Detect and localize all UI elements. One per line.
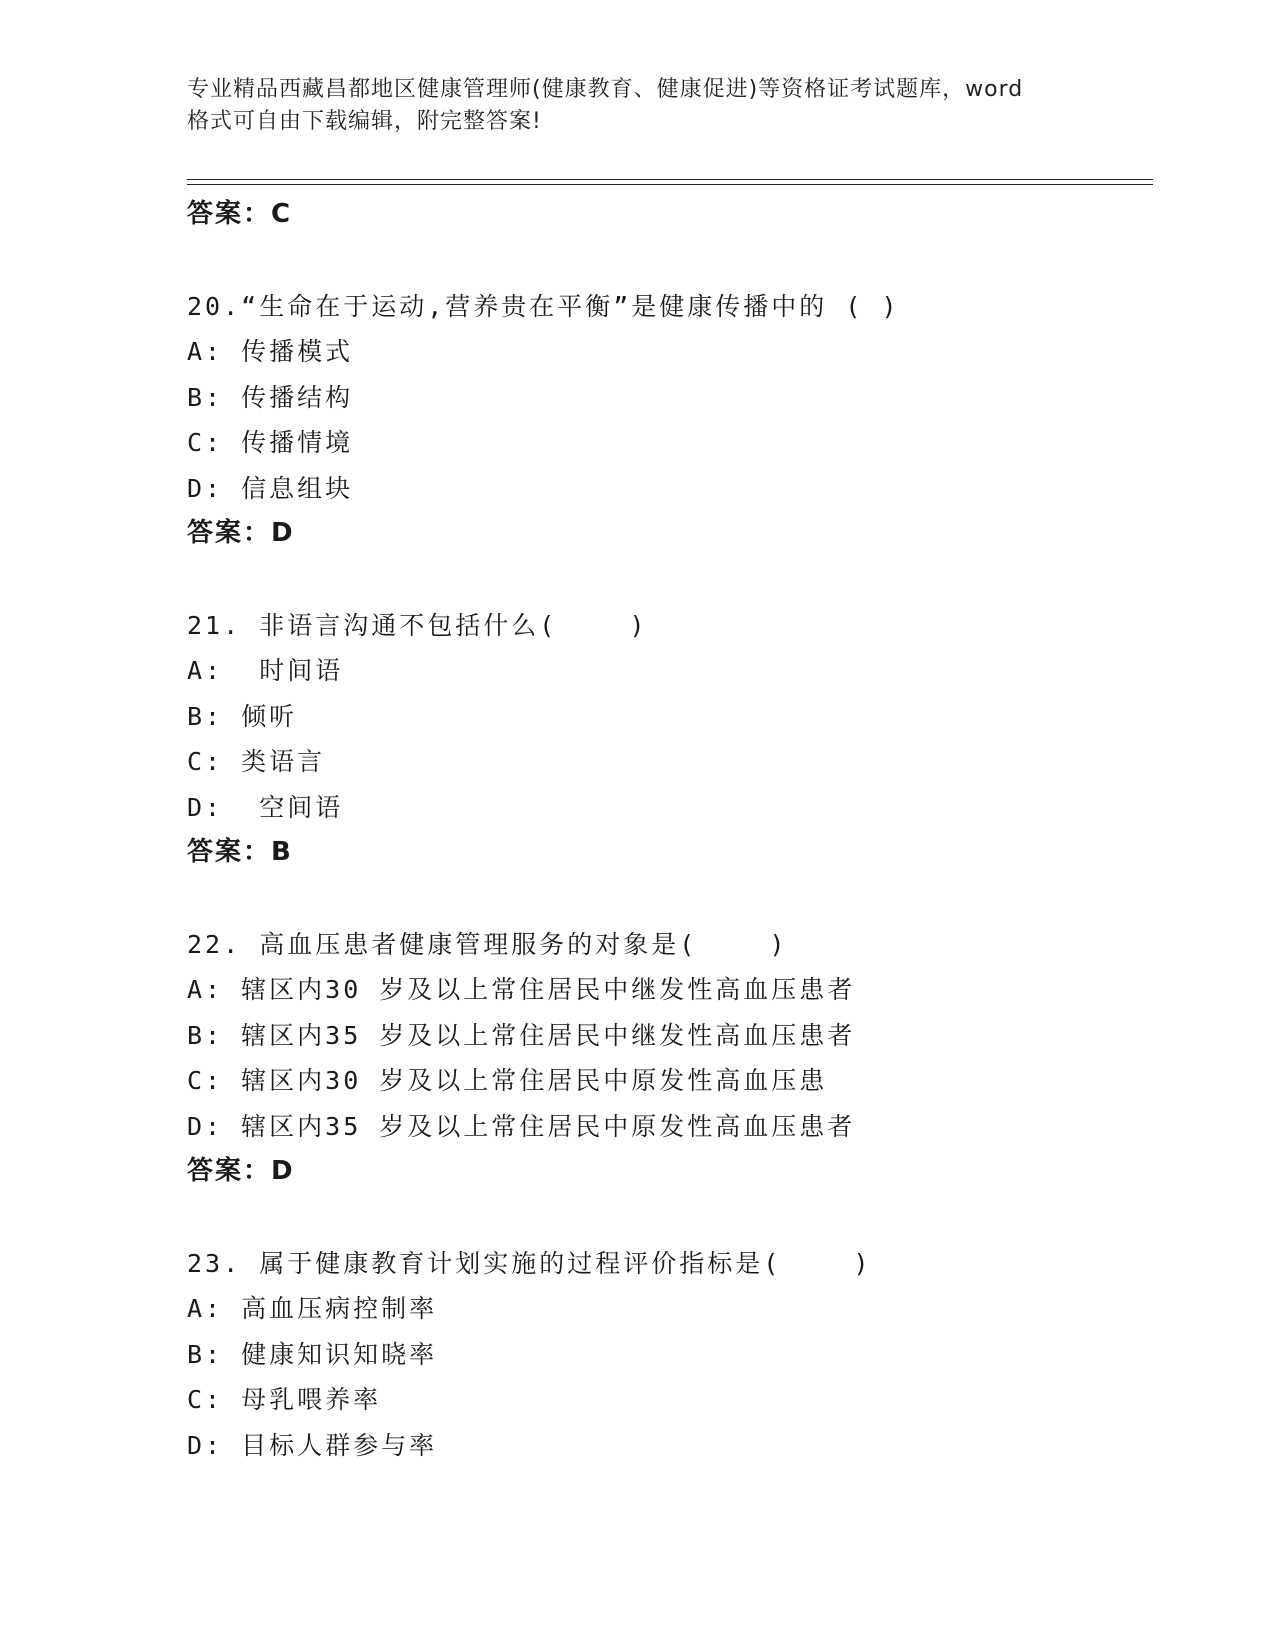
option-b: B: 辖区内35 岁及以上常住居民中继发性高血压患者 xyxy=(187,1020,856,1050)
option-d: D: 信息组块 xyxy=(187,473,354,503)
option-c: C: 传播情境 xyxy=(187,428,354,457)
spacer xyxy=(187,876,1153,922)
header-line-1: 专业精品西藏昌都地区健康管理师(健康教育、健康促进)等资格证考试题库，word xyxy=(187,77,1024,102)
option-d: D: 辖区内35 岁及以上常住居民中原发性高血压患者 xyxy=(187,1111,856,1141)
answer: 答案：B xyxy=(187,837,293,867)
previous-answer: 答案：C xyxy=(187,199,293,229)
header-line-2: 格式可自由下载编辑，附完整答案! xyxy=(187,109,542,134)
option-a: A: 时间语 xyxy=(187,656,344,685)
option-d: D: 空间语 xyxy=(187,792,344,822)
option-c: C: 辖区内30 岁及以上常住居民中原发性高血压患 xyxy=(187,1066,828,1095)
option-a: A: 高血压病控制率 xyxy=(187,1294,438,1323)
spacer xyxy=(187,238,1153,284)
option-b: B: 倾听 xyxy=(187,701,298,731)
spacer xyxy=(187,1195,1153,1241)
document-body xyxy=(187,192,1153,1468)
header-rule-top xyxy=(187,179,1153,180)
option-c: C: 类语言 xyxy=(187,747,326,776)
question-stem: 21. 非语言沟通不包括什么( ) xyxy=(187,610,648,640)
option-b: B: 传播结构 xyxy=(187,382,354,412)
question-stem: 20.“生命在于运动,营养贵在平衡”是健康传播中的 ( ) xyxy=(187,291,900,321)
question-stem: 23. 属于健康教育计划实施的过程评价指标是( ) xyxy=(187,1248,872,1278)
question-21 xyxy=(187,603,1153,876)
question-23 xyxy=(187,1241,1153,1469)
question-22 xyxy=(187,922,1153,1195)
header-rule-bottom xyxy=(187,184,1153,185)
spacer xyxy=(187,557,1153,603)
answer: 答案：D xyxy=(187,518,295,548)
question-stem: 22. 高血压患者健康管理服务的对象是( ) xyxy=(187,929,788,959)
question-20 xyxy=(187,284,1153,557)
option-d: D: 目标人群参与率 xyxy=(187,1430,438,1460)
answer: 答案：D xyxy=(187,1156,295,1186)
option-a: A: 辖区内30 岁及以上常住居民中继发性高血压患者 xyxy=(187,975,856,1004)
document-header xyxy=(187,74,1087,138)
option-a: A: 传播模式 xyxy=(187,337,354,366)
option-c: C: 母乳喂养率 xyxy=(187,1385,382,1414)
option-b: B: 健康知识知晓率 xyxy=(187,1339,438,1369)
